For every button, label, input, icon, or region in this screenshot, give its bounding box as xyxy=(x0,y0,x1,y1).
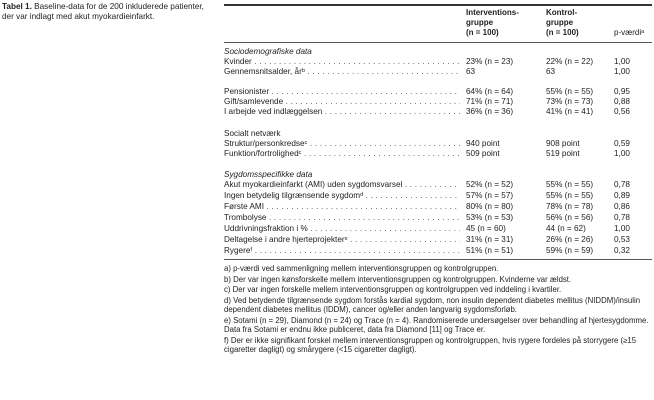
header-intervention: Interventions- gruppe (n = 100) xyxy=(466,8,519,37)
table-row: I arbejde ved indlæggelsen . . . 36% (n = 36) 41% (n = 41) 0,56 xyxy=(224,107,652,117)
table-row: Ingen betydelig tilgrænsende sygdomᵈ . . . 57% (n = 57) 55% (n = 55) 0,89 xyxy=(224,191,652,201)
footnote: f) Der er ikke signifikant forskel mellem interventionsgruppen og kontrolgruppen, hvis rygere fordeles på storrygere (≥15 cigaretter dagligt) og smårygere (<15 cigaretter dagligt). xyxy=(224,335,637,354)
footnote: b) Der var ingen kønsforskelle mellem interventionsgruppen og kontrolgruppen. Kvinderne var ældst. xyxy=(224,274,572,284)
table-row: Første AMI . . . 80% (n = 80) 78% (n = 78) 0,86 xyxy=(224,202,652,212)
table-caption xyxy=(2,2,218,21)
header-control: Kontrol- gruppe (n = 100) xyxy=(546,8,579,37)
body-rule xyxy=(224,259,652,260)
table-row: Deltagelse i andre hjerteprojekterᵉ . . . 31% (n = 31) 26% (n = 26) 0,53 xyxy=(224,235,652,245)
header-rule xyxy=(224,42,652,43)
section-title: Socialt netværk xyxy=(224,129,281,138)
table-row: Struktur/personkredseᶜ . . . 940 point 908 point 0,59 xyxy=(224,139,652,149)
top-rule xyxy=(224,4,652,6)
table-row: Pensionister . . . 64% (n = 64) 55% (n = 55) 0,95 xyxy=(224,87,652,97)
footnote: c) Der var ingen forskelle mellem interventionsgruppen og kontrolgruppen ved inddeling i kvartiler. xyxy=(224,285,562,294)
table-row: Gennemsnitsalder, årᵇ . . . 63 63 1,00 xyxy=(224,67,652,77)
footnote: d) Ved betydende tilgrænsende sygdom forstås kardial sygdom, non insulin dependent diabetes mellitus (NIDDM)/insulin dependent diabetes mellitus (IDDM), cancer og/eller anden langvarig sygdomsforløb. xyxy=(224,295,641,314)
section-title: Sygdomsspecifikke data xyxy=(224,170,313,179)
table-row: Gift/samlevende . . . 71% (n = 71) 73% (n = 73) 0,88 xyxy=(224,97,652,107)
header-p-value: p-værdiᵃ xyxy=(614,28,645,37)
footnote: e) Sotami (n = 29), Diamond (n = 24) og Trace (n = 4). Randomiserede undersøgelser over behandling af hjertesygdomme. Data fra Sotami er endnu ikke publiceret, data fra Diamond [11] og Trace er. xyxy=(224,315,649,334)
table-row: Uddrivningsfraktion i % . . . 45 (n = 60) 44 (n = 62) 1,00 xyxy=(224,224,652,234)
table-footnotes xyxy=(224,264,652,356)
table-row: Funktion/fortrolighedᶜ . . . 509 point 519 point 1,00 xyxy=(224,149,652,159)
caption-label: Tabel 1. xyxy=(2,2,32,11)
table-row: Kvinder . . . 23% (n = 23) 22% (n = 22) 1,00 xyxy=(224,57,652,67)
footnote: a) p-værdi ved sammenligning mellem interventionsgruppen og kontrolgruppen. xyxy=(224,264,499,273)
table-row: Trombolyse . . . 53% (n = 53) 56% (n = 56) 0,78 xyxy=(224,213,652,223)
table-row: Akut myokardieinfarkt (AMI) uden sygdomsvarsel . . . 52% (n = 52) 55% (n = 55) 0,78 xyxy=(224,180,652,190)
table-row: Rygereᶠ . . . 51% (n = 51) 59% (n = 59) 0,32 xyxy=(224,246,652,256)
section-title: Sociodemografiske data xyxy=(224,47,312,56)
caption-text: Baseline-data for de 200 inkluderede patienter, der var indlagt med akut myokardieinfarkt. xyxy=(2,2,204,21)
